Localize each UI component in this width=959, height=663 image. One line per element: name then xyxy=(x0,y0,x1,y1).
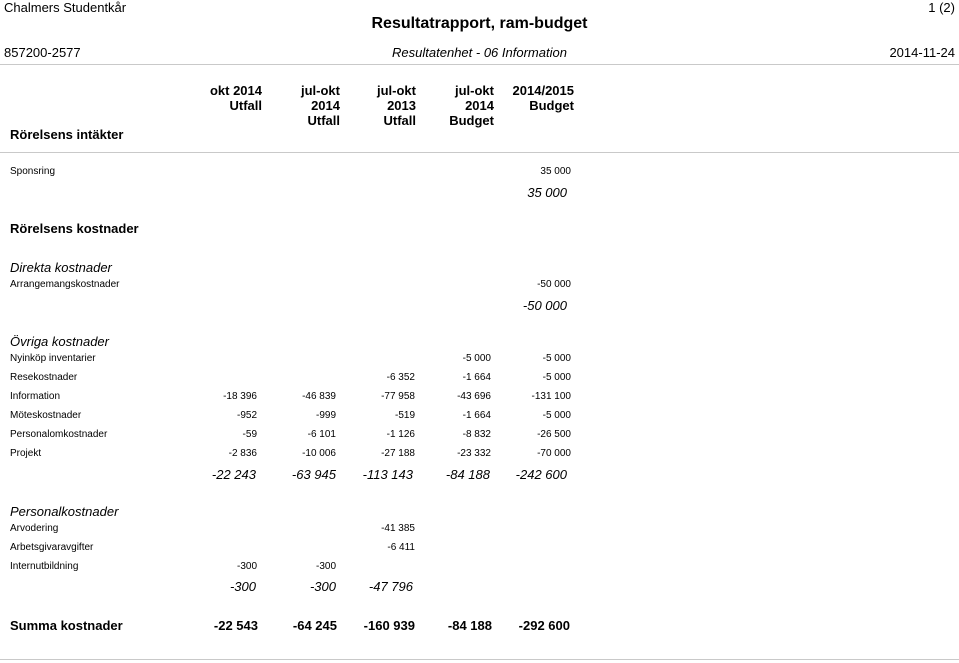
cell-value: -50 000 xyxy=(537,279,571,290)
column-header-line: 2014 xyxy=(311,98,340,113)
column-header xyxy=(172,83,262,113)
report-date: 2014-11-24 xyxy=(889,45,955,60)
row-label: Sponsring xyxy=(10,166,56,177)
cell-value: -1 664 xyxy=(462,372,491,383)
cell-value: -2 836 xyxy=(228,448,257,459)
cell-value: -77 958 xyxy=(381,391,415,402)
costs-heading: Rörelsens kostnader xyxy=(10,221,139,236)
cell-value: -41 385 xyxy=(381,523,415,534)
column-header-line: jul-okt xyxy=(301,83,340,98)
footer-divider xyxy=(0,659,959,660)
cell-value: -10 006 xyxy=(302,448,336,459)
column-header-line: jul-okt xyxy=(455,83,494,98)
row-label: Personalomkostnader xyxy=(10,429,108,440)
account-number: 857200-2577 xyxy=(4,45,81,60)
cell-value: -1 126 xyxy=(386,429,415,440)
cell-value: -43 696 xyxy=(457,391,491,402)
column-header-line: 2013 xyxy=(387,98,416,113)
cell-value: -70 000 xyxy=(537,448,571,459)
group-heading: Övriga kostnader xyxy=(10,334,109,349)
cell-value: -5 000 xyxy=(542,410,571,421)
column-header-line: 2014 xyxy=(465,98,494,113)
group-subtotal: -22 243 xyxy=(211,467,256,482)
total-value: -64 245 xyxy=(292,618,337,633)
cell-value: -8 832 xyxy=(462,429,491,440)
cell-value: -952 xyxy=(236,410,257,421)
cell-value: -26 500 xyxy=(537,429,571,440)
total-value: -160 939 xyxy=(363,618,415,633)
total-value: -292 600 xyxy=(518,618,570,633)
group-subtotal: -113 143 xyxy=(362,467,413,482)
row-label: Internutbildning xyxy=(10,561,79,572)
row-label: Nyinköp inventarier xyxy=(10,353,96,364)
cell-value: -300 xyxy=(236,561,257,572)
group-subtotal: -63 945 xyxy=(291,467,336,482)
group-subtotal: -300 xyxy=(309,579,336,594)
section-divider xyxy=(0,152,959,153)
total-value: -22 543 xyxy=(213,618,258,633)
cell-value: -519 xyxy=(394,410,415,421)
group-subtotal: -300 xyxy=(229,579,256,594)
row-label: Arvodering xyxy=(10,523,59,534)
group-subtotal: -47 796 xyxy=(368,579,413,594)
cell-value: -23 332 xyxy=(457,448,491,459)
column-header xyxy=(484,83,574,113)
column-header xyxy=(326,83,416,128)
income-subtotal: 35 000 xyxy=(527,185,567,200)
cell-value: -300 xyxy=(315,561,336,572)
column-header-line: Utfall xyxy=(229,98,262,113)
row-label: Projekt xyxy=(10,448,42,459)
row-label: Information xyxy=(10,391,61,402)
row-label: Arbetsgivaravgifter xyxy=(10,542,94,553)
cell-value: -131 100 xyxy=(531,391,571,402)
row-label: Möteskostnader xyxy=(10,410,82,421)
total-label: Summa kostnader xyxy=(10,618,123,633)
cell-value: -6 101 xyxy=(307,429,336,440)
group-heading: Direkta kostnader xyxy=(10,260,112,275)
group-subtotal: -50 000 xyxy=(522,298,567,313)
row-label: Resekostnader xyxy=(10,372,78,383)
column-header-line: Budget xyxy=(529,98,574,113)
column-header-line: Utfall xyxy=(307,113,340,128)
page-number: 1 (2) xyxy=(928,0,955,15)
cell-value: 35 000 xyxy=(540,166,571,177)
cell-value: -999 xyxy=(315,410,336,421)
income-heading: Rörelsens intäkter xyxy=(10,127,124,142)
cell-value: -5 000 xyxy=(542,353,571,364)
cell-value: -27 188 xyxy=(381,448,415,459)
cell-value: -5 000 xyxy=(542,372,571,383)
cell-value: -18 396 xyxy=(223,391,257,402)
header-divider xyxy=(0,64,959,65)
result-unit: Resultatenhet - 06 Information xyxy=(392,45,567,60)
column-header-line: Budget xyxy=(449,113,494,128)
column-header-line: 2014/2015 xyxy=(512,83,574,98)
column-header xyxy=(404,83,494,128)
group-heading: Personalkostnader xyxy=(10,504,119,519)
organization-name: Chalmers Studentkår xyxy=(4,0,127,15)
cell-value: -5 000 xyxy=(462,353,491,364)
row-label: Arrangemangskostnader xyxy=(10,279,120,290)
total-value: -84 188 xyxy=(447,618,492,633)
cell-value: -6 352 xyxy=(386,372,415,383)
column-header-line: jul-okt xyxy=(377,83,416,98)
group-subtotal: -242 600 xyxy=(515,467,567,482)
cell-value: -59 xyxy=(242,429,257,440)
report-title: Resultatrapport, ram-budget xyxy=(371,15,588,32)
cell-value: -46 839 xyxy=(302,391,336,402)
cell-value: -6 411 xyxy=(387,542,415,553)
cell-value: -1 664 xyxy=(462,410,491,421)
column-header-line: okt 2014 xyxy=(209,83,262,98)
group-subtotal: -84 188 xyxy=(445,467,490,482)
column-header-line: Utfall xyxy=(383,113,416,128)
